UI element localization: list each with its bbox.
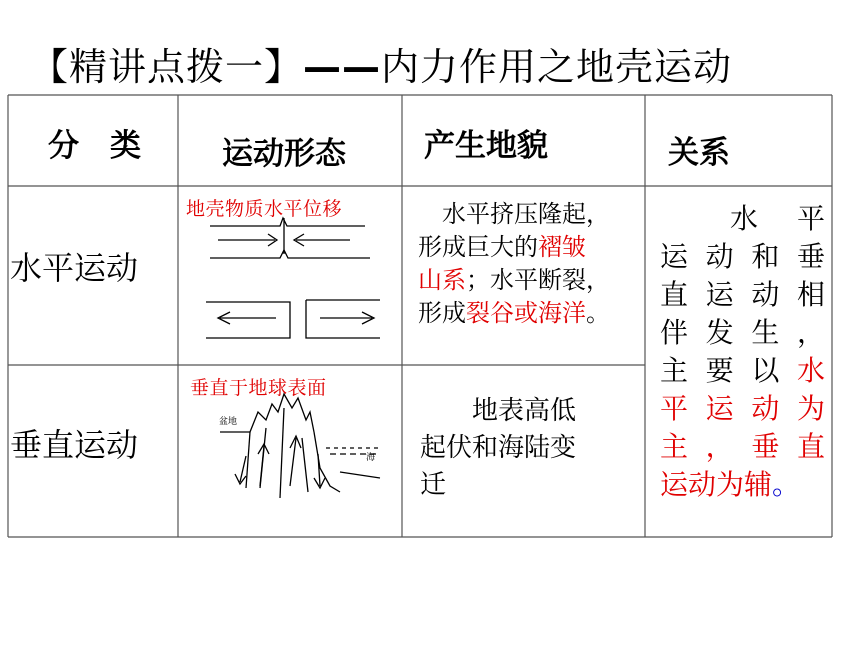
relation-line-8: 运动为辅 。 [660,468,801,501]
relation-text [660,200,825,504]
header-relation: 关系 [668,135,730,171]
relation-line-1: 水 平 [730,202,825,235]
vertical-text-line-1: 地表高低 [420,396,577,426]
vertical-caption: 垂直于地球表面 [190,377,327,399]
horizontal-motion-diagram [180,190,400,362]
relation-line-6: 平 运 动 为 [660,392,825,425]
vertical-text-line-3: 迁 [420,470,447,500]
title-rest: 内力作用之地壳运动 [381,45,733,89]
title-bracketed: 【精讲点拨一】 [30,45,304,89]
vertical-text-line-2: 起伏和海陆变 [420,433,577,463]
vertical-landform-text [420,393,576,504]
horizontal-text-line-3: 山系；水平断裂， [418,266,610,294]
relation-line-4: 伴 发 生 ， [660,316,825,349]
sea-label: 海 [366,453,376,463]
basin-label: 盆地 [219,417,238,427]
row-label-vertical: 垂直运动 [10,426,139,464]
relation-line-3: 直 运 动 相 [660,278,825,311]
horizontal-landform-text [418,198,610,330]
header-category: 分 类 [48,128,141,164]
horizontal-text-line-2: 形成巨大的褶皱 [418,233,586,261]
relation-line-2: 运 动 和 垂 [660,240,825,273]
horizontal-caption: 地壳物质水平位移 [186,198,343,220]
horizontal-text-line-1: 水平挤压隆起， [418,200,610,228]
header-motion-form: 运动形态 [222,136,346,172]
title-dash: —— [303,45,382,89]
horizontal-text-line-4: 形成裂谷或海洋。 [418,299,610,327]
relation-line-7: 主 ， 垂 直 [660,430,825,463]
row-label-horizontal: 水平运动 [10,249,139,287]
relation-line-5: 主 要 以 水 [660,354,825,387]
header-landform: 产生地貌 [424,128,548,164]
